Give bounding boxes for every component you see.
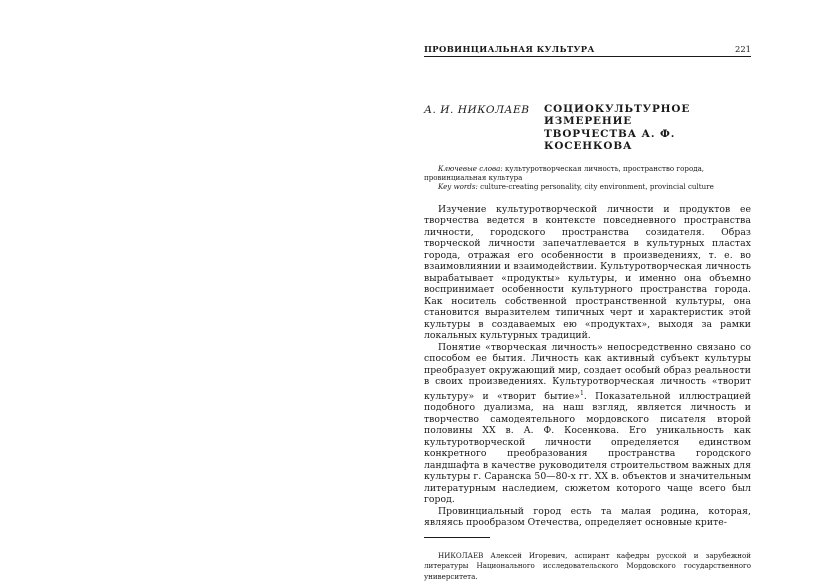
body-paragraph: Изучение культуротворческой личности и продуктов ее творчества ведется в контексте повседневного пространства личности, городского пространства созидателя. Образ творческой личности запечатлевается в культурных пластах города, отражая его особенности в произведениях, т. е. во взаимовлиянии и взаимодействии. Культуротворческая личность вырабатывает «продукты» культуры, и именно она объемно воспринимает особенности культурного пространства города. Как носитель собственной пространственной культуры, она становится выразителем типичных черт и характеристик этой культуры в создаваемых ею «продуктах», выходя за рамки локальных культурных традиций. — [424, 203, 751, 342]
section-title: ПРОВИНЦИАЛЬНАЯ КУЛЬТУРА — [424, 44, 595, 54]
article-title-line: ТВОРЧЕСТВА А. Ф. КОСЕНКОВА — [544, 127, 676, 153]
article-title-line: СОЦИОКУЛЬТУРНОЕ ИЗМЕРЕНИЕ — [544, 103, 691, 128]
footnote-marker: 1 — [579, 389, 584, 397]
body-text: Понятие «творческая личность» непосредственно связано со способом ее бытия. Личность как активный субъект культуры преобразует окружающий мир, создает особый образ реальности в своих произведениях. Культуротворческая личность «творит культуру» и «творит бытие» — [424, 341, 751, 402]
body-paragraph: Провинциальный город есть та малая родина, которая, являясь прообразом Отечества, определяет основные крите- — [424, 505, 751, 529]
keywords-en — [424, 182, 751, 191]
keywords-ru-label: Ключевые слова: — [438, 163, 503, 173]
running-head — [424, 44, 751, 57]
keywords-en-text: culture-creating personality, city environment, provincial culture — [480, 182, 714, 192]
author-footnote — [424, 551, 751, 582]
page-number: 221 — [735, 44, 751, 54]
article-body — [424, 204, 751, 529]
footnote-rule — [424, 537, 490, 538]
keywords-ru-text: культуротворческая личность, пространство города, провинциальная культура — [424, 163, 705, 183]
footnote-text: НИКОЛАЕВ Алексей Игоревич, аспирант кафедры русской и зарубежной литературы Национального исследовательского Мордовского государственного университета. — [424, 550, 751, 581]
keywords-ru — [424, 164, 751, 183]
keywords-en-label: Key words: — [438, 182, 478, 192]
keywords-block — [424, 164, 751, 192]
title-block — [424, 103, 751, 153]
author-name: А. И. НИКОЛАЕВ — [424, 104, 530, 116]
body-text: . Показательной иллюстрацией подобного дуализма, на наш взгляд, является личность и творчество самодеятельного мордовского писателя второй половины XX в. А. Ф. Косенкова. Его уникальность как культуротворческой личности определяется единством конкретного преобразования пространства городского ландшафта в качестве руководителя строительством важных для культуры г. Саранска 50—80-х гг. XX в. объектов и значительным литературным наследием, сюжетом которого чаще всего был город. — [424, 390, 752, 506]
article-title — [544, 103, 751, 153]
journal-page — [424, 44, 751, 582]
body-paragraph — [424, 342, 751, 506]
